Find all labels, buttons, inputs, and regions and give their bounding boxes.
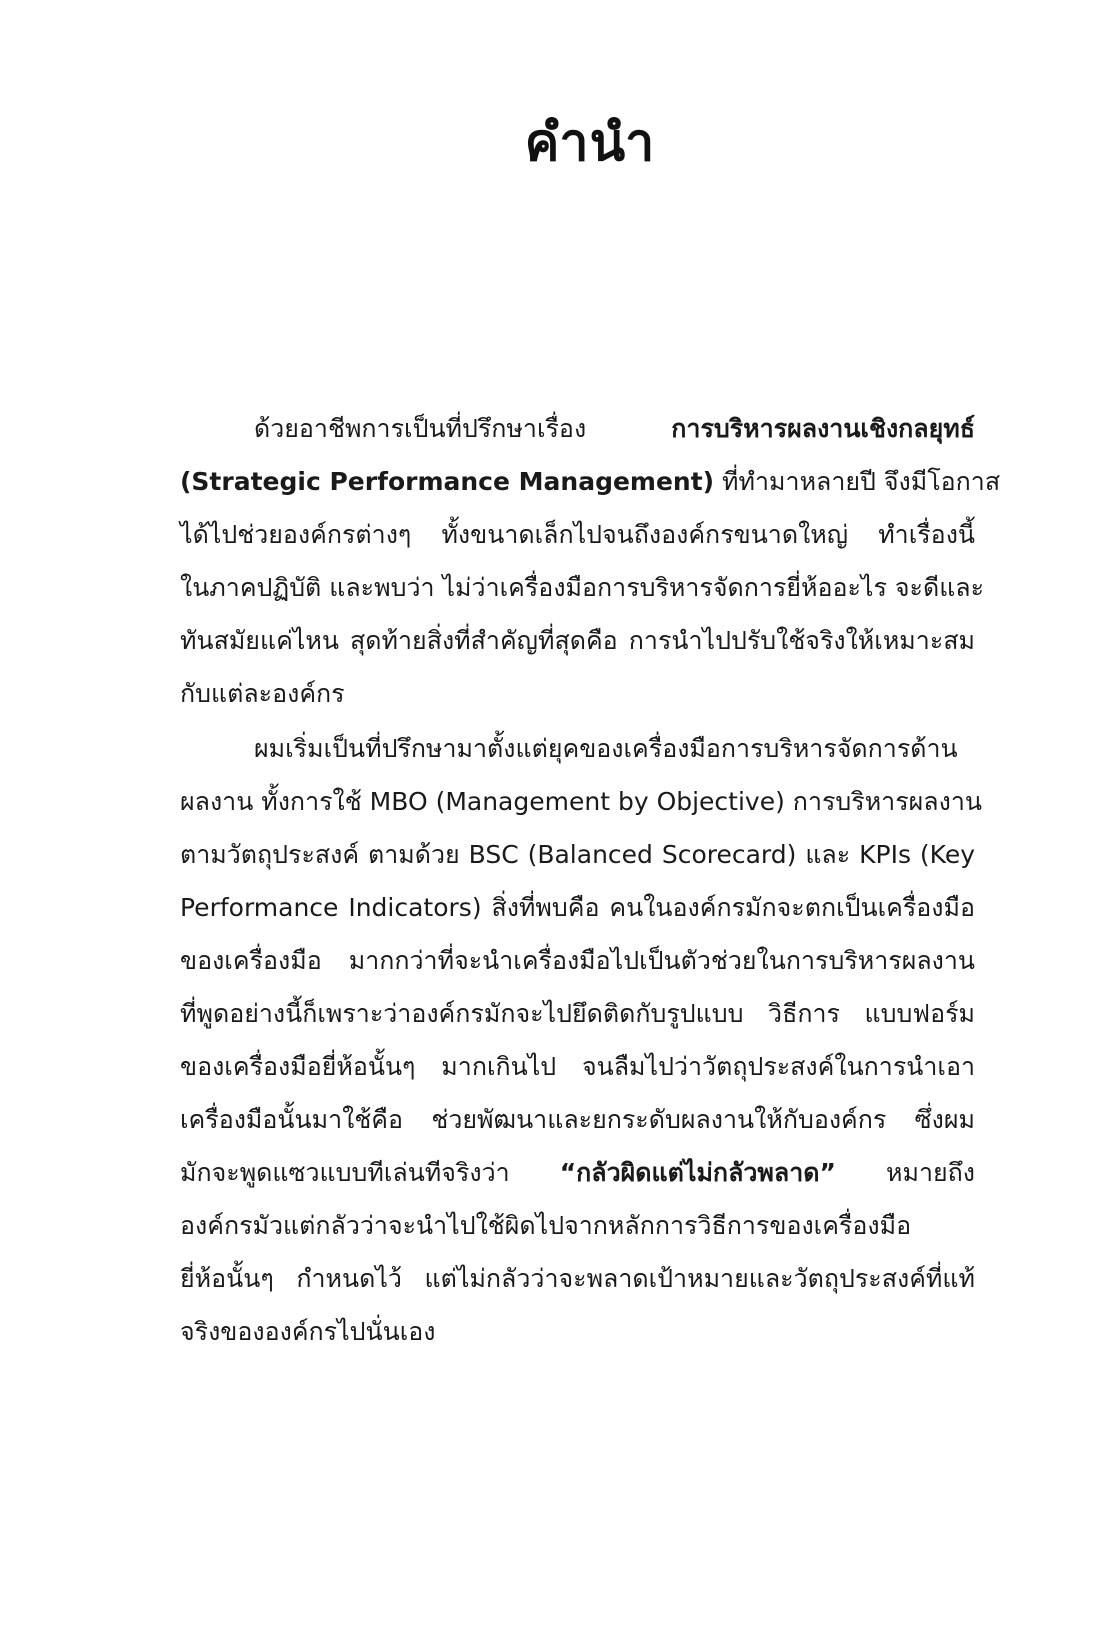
- paragraph-1: [180, 402, 1001, 720]
- paragraph-line: ที่พูดอย่างนี้ก็เพราะว่าองค์กรมักจะไปยึดติดกับรูปแบบ วิธีการ แบบฟอร์ม: [180, 999, 975, 1028]
- paragraph-line: [180, 1146, 975, 1199]
- text-run: ที่ทำมาหลายปี จึงมีโอกาส: [714, 467, 1001, 496]
- text-run: หมายถึง: [835, 1158, 975, 1187]
- bold-term: (Strategic Performance Management): [180, 467, 715, 496]
- paragraph-line: ในภาคปฏิบัติ และพบว่า ไม่ว่าเครื่องมือการบริหารจัดการยี่ห้ออะไร จะดีและ: [180, 573, 985, 602]
- paragraph-line: กับแต่ละองค์กร: [180, 679, 345, 708]
- paragraph-line: ผมเริ่มเป็นที่ปรึกษามาตั้งแต่ยุคของเครื่องมือการบริหารจัดการด้าน: [254, 734, 958, 763]
- paragraph-line: จริงขององค์กรไปนั่นเอง: [180, 1317, 436, 1346]
- paragraph-line: เครื่องมือนั้นมาใช้คือ ช่วยพัฒนาและยกระดับผลงานให้กับองค์กร ซึ่งผม: [180, 1105, 975, 1134]
- paragraph-line: องค์กรมัวแต่กลัวว่าจะนำไปใช้ผิดไปจากหลักการวิธีการของเครื่องมือ: [180, 1211, 912, 1240]
- paragraph-line: ตามวัตถุประสงค์ ตามด้วย BSC (Balanced Scorecard) และ KPIs (Key: [180, 840, 975, 869]
- paragraph-line: ของเครื่องมือยี่ห้อนั้นๆ มากเกินไป จนลืมไปว่าวัตถุประสงค์ในการนำเอา: [180, 1052, 975, 1081]
- page-title: คำนำ: [524, 113, 656, 173]
- paragraph-line: Performance Indicators) สิ่งที่พบคือ คนในองค์กรมักจะตกเป็นเครื่องมือ: [180, 893, 975, 922]
- text-run: มักจะพูดแซวแบบทีเล่นทีจริงว่า: [180, 1158, 560, 1187]
- paragraph-2: [180, 722, 982, 1358]
- paragraph-line: ทันสมัยแค่ไหน สุดท้ายสิ่งที่สำคัญที่สุดคือ การนำไปปรับใช้จริงให้เหมาะสม: [180, 626, 975, 655]
- bold-quote: “กลัวผิดแต่ไม่กลัวพลาด”: [559, 1158, 836, 1187]
- preface-body: [180, 402, 1001, 1358]
- paragraph-line: [180, 455, 1001, 508]
- paragraph-line: ของเครื่องมือ มากกว่าที่จะนำเครื่องมือไปเป็นตัวช่วยในการบริหารผลงาน: [180, 946, 975, 975]
- paragraph-line: [180, 402, 975, 455]
- paragraph-line: ยี่ห้อนั้นๆ กำหนดไว้ แต่ไม่กลัวว่าจะพลาดเป้าหมายและวัตถุประสงค์ที่แท้: [180, 1264, 975, 1293]
- text-run: ด้วยอาชีพการเป็นที่ปรึกษาเรื่อง: [254, 414, 672, 443]
- paragraph-line: ผลงาน ทั้งการใช้ MBO (Management by Objective) การบริหารผลงาน: [180, 787, 982, 816]
- paragraph-line: ได้ไปช่วยองค์กรต่างๆ ทั้งขนาดเล็กไปจนถึงองค์กรขนาดใหญ่ ทำเรื่องนี้: [180, 520, 975, 549]
- bold-term: การบริหารผลงานเชิงกลยุทธ์: [671, 414, 975, 443]
